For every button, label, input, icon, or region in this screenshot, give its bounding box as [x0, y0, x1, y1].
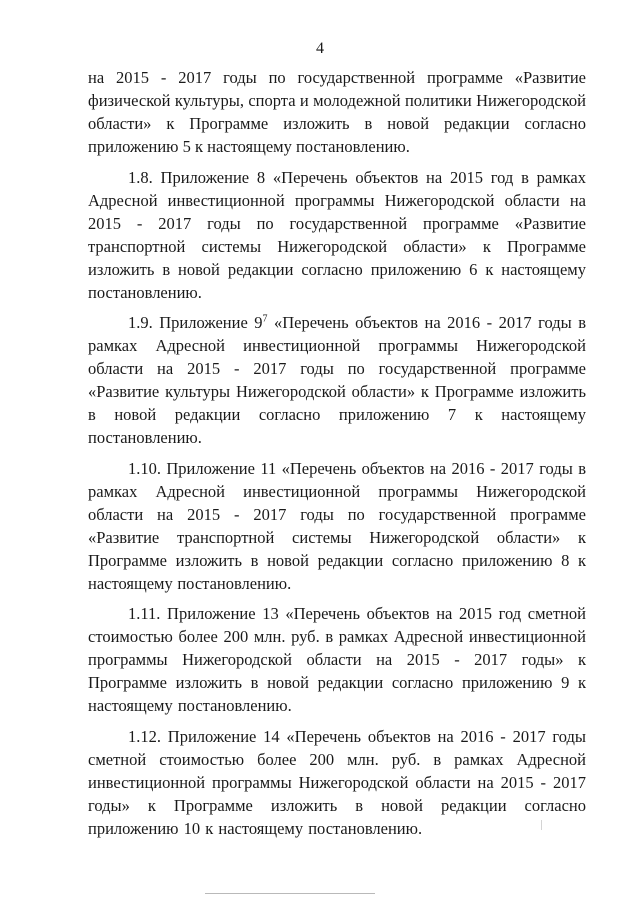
paragraph-1-9 — [88, 311, 586, 449]
paragraph-1-10: 1.10. Приложение 11 «Перечень объектов на 2016 - 2017 годы в рамках Адресной инвестиционной программы Нижегородской области на 2015 - 2017 годы по государственной программе «Развитие транспортной системы Нижегородской области» к Программе изложить в новой редакции согласно приложению 8 к настоящему постановлению. — [88, 458, 586, 593]
paragraph-1-9-lead: 1.9. Приложение 9 — [128, 313, 263, 332]
paragraph-1-11: 1.11. Приложение 13 «Перечень объектов на 2015 год сметной стоимостью более 200 млн. руб. в рамках Адресной инвестиционной программы Нижегородской области на 2015 - 2017 годы» к Программе изложить в новой редакции согласно приложению 9 к настоящему постановлению. — [88, 604, 586, 715]
page-number: 4 — [316, 40, 324, 57]
scan-artifact-bottom — [205, 893, 375, 894]
superscript-mark: 7 — [262, 313, 268, 325]
paragraph-1-8: 1.8. Приложение 8 «Перечень объектов на 2015 год в рамках Адресной инвестиционной программы Нижегородской области на 2015 - 2017 годы по государственной программе «Развитие транспортной системы Нижегородской области» к Программе изложить в новой редакции согласно приложению 6 к настоящему постановлению. — [88, 167, 586, 302]
paragraph-1-9-text: «Перечень объектов на 2016 - 2017 годы в рамках Адресной инвестиционной программы Нижегородской области на 2015 - 2017 годы по государственной программе «Развитие культуры Нижегородской области» к Программе изложить в новой редакции согласно приложению 7 к настоящему постановлению. — [88, 313, 586, 447]
paragraph-continuation: на 2015 - 2017 годы по государственной программе «Развитие физической культуры, спорта и молодежной политики Нижегородской области» к Программе изложить в новой редакции согласно приложению 5 к настоящему постановлению. — [88, 68, 586, 156]
document-body — [88, 66, 586, 847]
scan-artifact-right — [541, 820, 542, 830]
paragraph-1-12: 1.12. Приложение 14 «Перечень объектов на 2016 - 2017 годы сметной стоимостью более 200 млн. руб. в рамках Адресной инвестиционной программы Нижегородской области на 2015 - 2017 годы» к Программе изложить в новой редакции согласно приложению 10 к настоящему постановлению. — [88, 726, 586, 838]
